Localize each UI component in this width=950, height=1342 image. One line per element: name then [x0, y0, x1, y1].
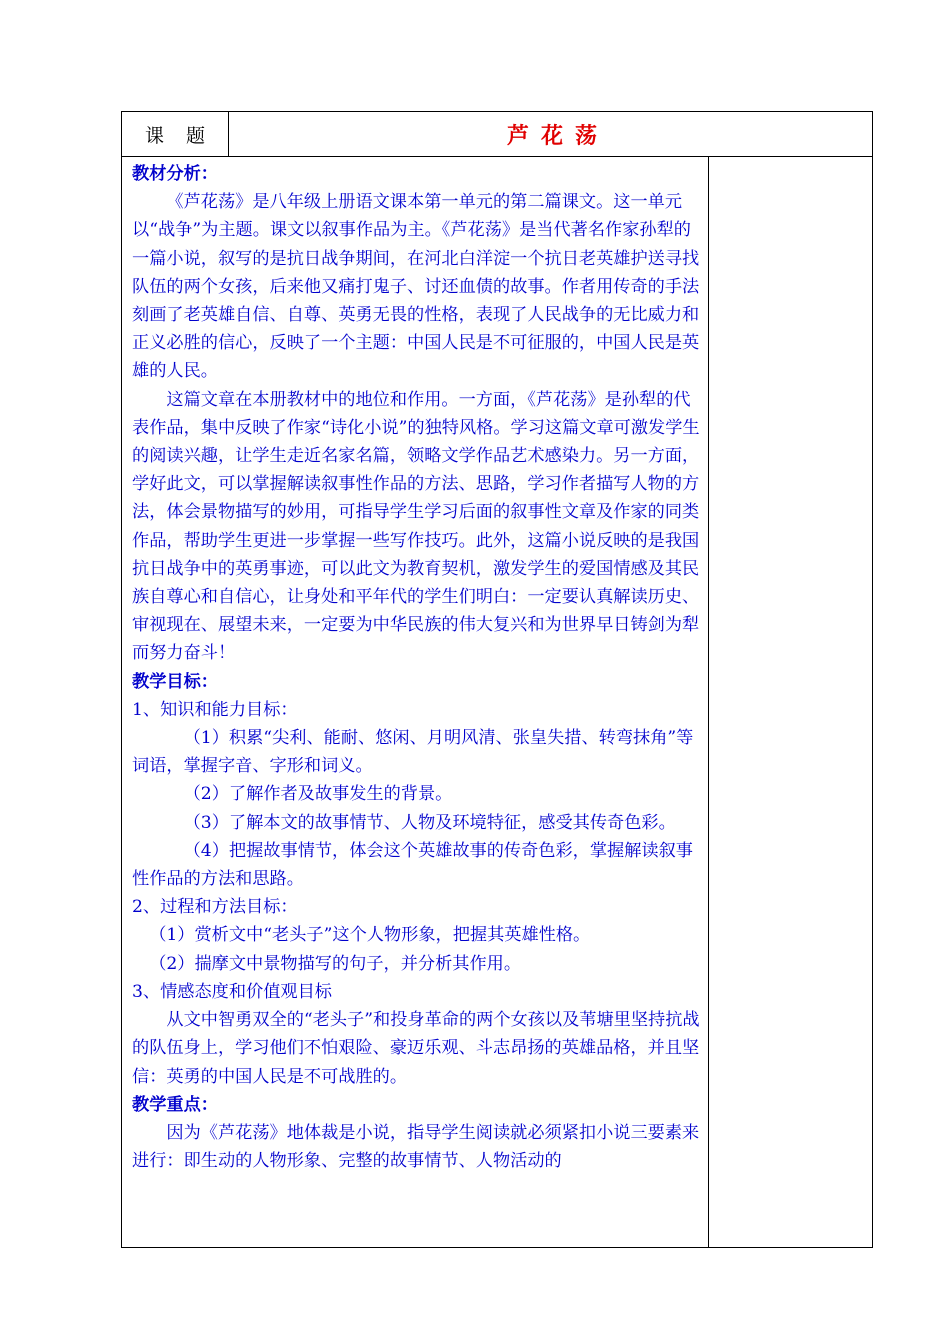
goal1-item: （2）了解作者及故事发生的背景。 [183, 784, 453, 805]
goal1-title: 1、知识和能力目标： [132, 699, 298, 720]
analysis-heading: 教材分析： [132, 164, 218, 184]
goal1-item: （1）积累“尖利、能耐、悠闲、月明风清、张皇失措、转弯抹角”等词语，掌握字音、字形和词义。 [132, 728, 694, 777]
goal3-text: 从文中智勇双全的“老头子”和投身革命的两个女孩以及苇塘里坚持抗战的队伍身上，学习他们不怕艰险、豪迈乐观、斗志昂扬的英雄品格，并且坚信：英勇的中国人民是不可战胜的。 [132, 1010, 700, 1087]
lesson-title: 芦花荡 [506, 122, 609, 149]
notes-cell [709, 157, 872, 1247]
analysis-paragraph-1: 《芦花荡》是八年级上册语文课本第一单元的第二篇课文。这一单元以“战争”为主题。课文以叙事作品为主。《芦花荡》是当代著名作家孙犁的一篇小说，叙写的是抗日战争期间，在河北白洋淀一个抗日老英雄护送寻找队伍的两个女孩，后来他又痛打鬼子、讨还血债的故事。作者用传奇的手法刻画了老英雄自信、自尊、英勇无畏的性格，表现了人民战争的无比威力和正义必胜的信心，反映了一个主题：中国人民是不可征服的，中国人民是英雄的人民。 [132, 192, 700, 382]
topic-label: 课题 [122, 112, 229, 156]
goals-heading: 教学目标： [132, 671, 218, 692]
analysis-paragraph-2: 这篇文章在本册教材中的地位和作用。一方面，《芦花荡》是孙犁的代表作品，集中反映了作家“诗化小说”的独特风格。学习这篇文章可激发学生的阅读兴趣，让学生走近名家名篇，领略文学作品艺术感染力。另一方面，学好此文，可以掌握解读叙事性作品的方法、思路，学习作者描写人物的方法，体会景物描写的妙用，可指导学生学习后面的叙事性文章及作家的同类作品，帮助学生更进一步掌握一些写作技巧。此外，这篇小说反映的是我国抗日战争中的英勇事迹，可以此文为教育契机，激发学生的爱国情感及其民族自尊心和自信心，让身处和平年代的学生们明白：一定要认真解读历史、审视现在、展望未来，一定要为中华民族的伟大复兴和为世界早日铸剑为犁而努力奋斗！ [132, 389, 700, 664]
goal2-item: （1）赏析文中“老头子”这个人物形象，把握其英雄性格。 [149, 925, 591, 946]
header-row [122, 112, 872, 157]
goal2-item: （2）揣摩文中景物描写的句子，并分析其作用。 [149, 953, 522, 974]
goal1-item: （3）了解本文的故事情节、人物及环境特征，感受其传奇色彩。 [183, 812, 676, 833]
focus-heading: 教学重点： [132, 1094, 218, 1115]
main-content-cell [122, 157, 709, 1247]
goal1-item: （4）把握故事情节，体会这个英雄故事的传奇色彩，掌握解读叙事性作品的方法和思路。 [132, 840, 693, 890]
goal2-title: 2、过程和方法目标： [132, 897, 298, 918]
lesson-plan-table [121, 111, 873, 1248]
goal3-title: 3、情感态度和价值观目标 [132, 981, 332, 1002]
focus-text: 因为《芦花荡》地体裁是小说，指导学生阅读就必须紧扣小说三要素来进行：即生动的人物形象、完整的故事情节、人物活动的 [132, 1122, 700, 1172]
